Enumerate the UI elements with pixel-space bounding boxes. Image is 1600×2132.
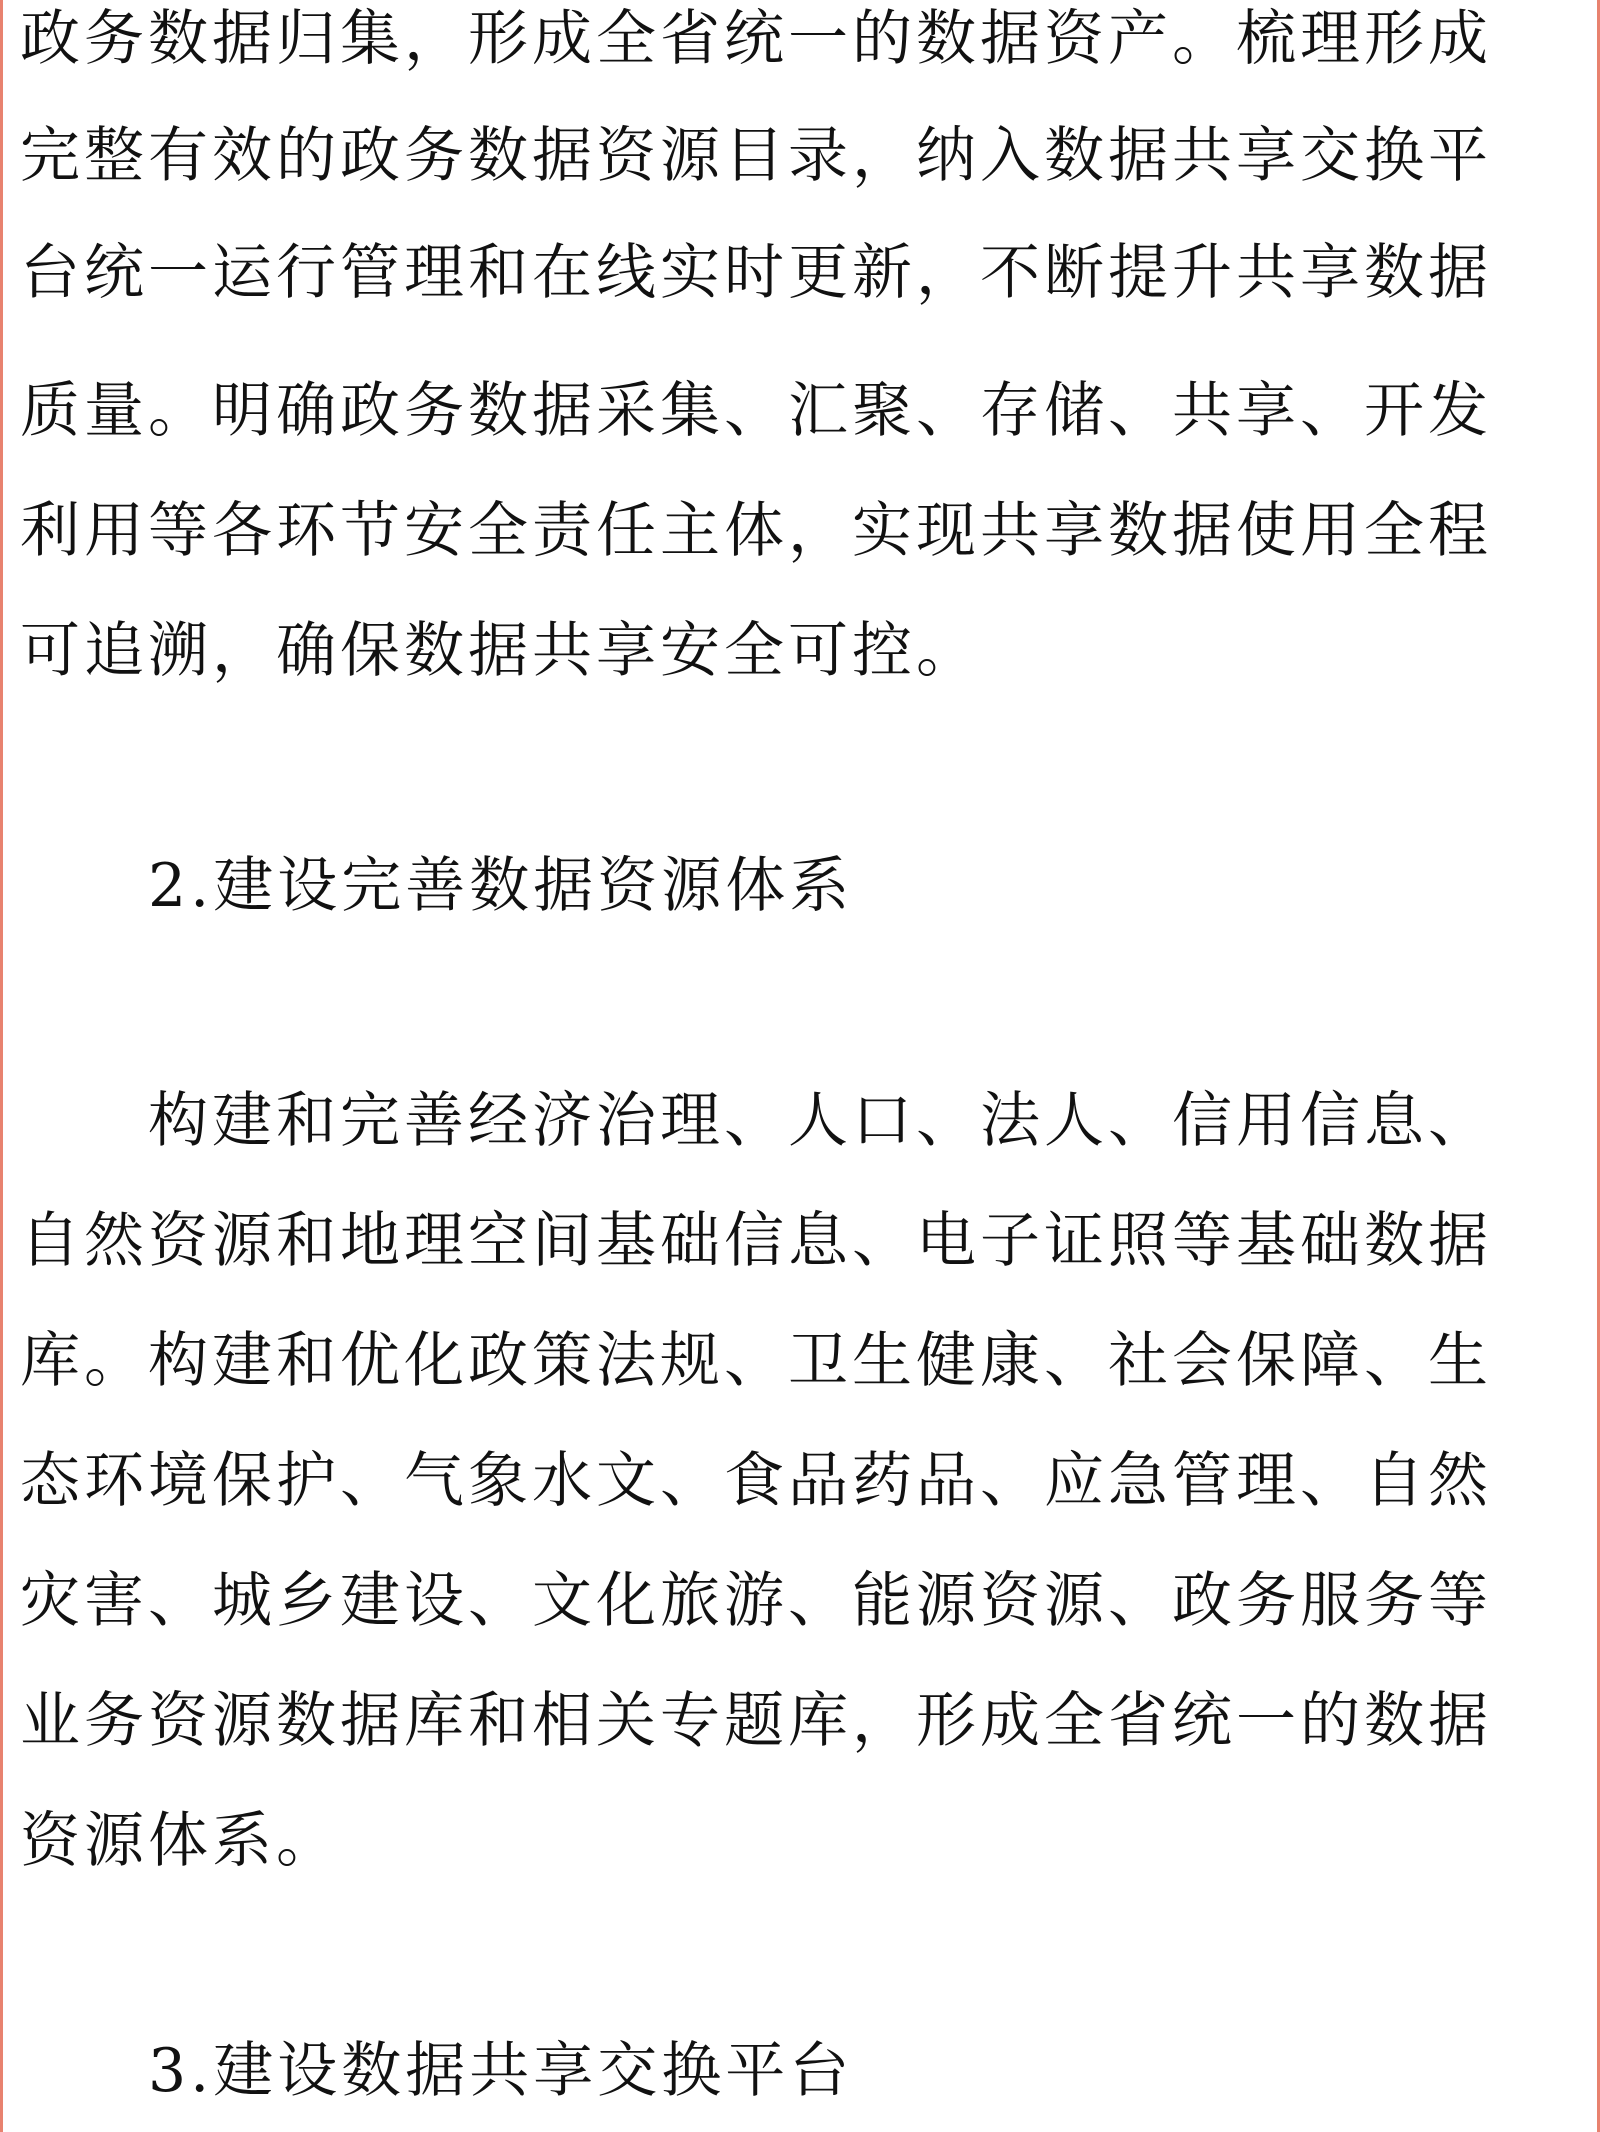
heading-number: 3. — [148, 2036, 214, 2106]
heading-text: 建设完善数据资源体系 — [213, 851, 854, 921]
section-heading-2 — [20, 831, 1600, 941]
paragraph-line: 业务资源数据库和相关专题库，形成全省统一的数据 — [20, 1686, 1492, 1756]
heading-text: 建设数据共享交换平台 — [213, 2036, 854, 2106]
paragraph-line: 构建和完善经济治理、人口、法人、信用信息、 — [148, 1086, 1492, 1156]
paragraph-line: 灾害、城乡建设、文化旅游、能源资源、政务服务等 — [20, 1566, 1492, 1636]
heading-number: 2. — [148, 851, 214, 921]
paragraph-line: 库。构建和优化政策法规、卫生健康、社会保障、生 — [20, 1326, 1492, 1396]
paragraph-line: 自然资源和地理空间基础信息、电子证照等基础数据 — [20, 1206, 1492, 1276]
paragraph-line: 完整有效的政务数据资源目录，纳入数据共享交换平 — [20, 121, 1492, 191]
paragraph-line: 政务数据归集，形成全省统一的数据资产。梳理形成 — [20, 4, 1492, 74]
paragraph-line: 态环境保护、气象水文、食品药品、应急管理、自然 — [20, 1446, 1492, 1516]
section-heading-3 — [20, 2016, 1600, 2126]
paragraph-line: 资源体系。 — [20, 1806, 340, 1876]
paragraph-line: 台统一运行管理和在线实时更新，不断提升共享数据 — [20, 238, 1492, 308]
paragraph-line: 可追溯，确保数据共享安全可控。 — [20, 616, 980, 686]
paragraph-line: 质量。明确政务数据采集、汇聚、存储、共享、开发 — [20, 376, 1492, 446]
paragraph-line: 利用等各环节安全责任主体，实现共享数据使用全程 — [20, 496, 1492, 566]
